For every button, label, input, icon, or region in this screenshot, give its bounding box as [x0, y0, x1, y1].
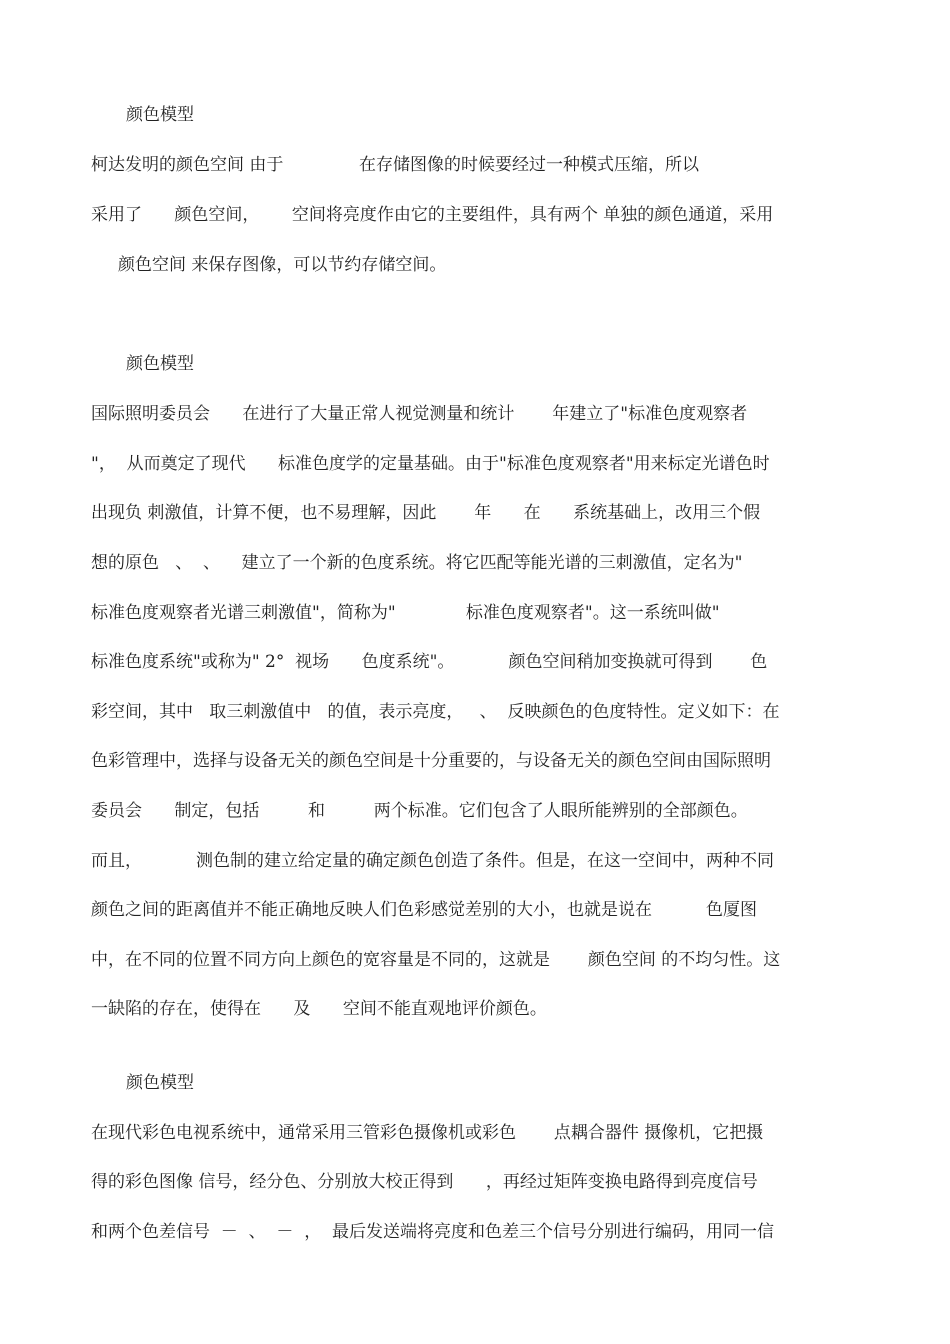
section-2-line-10: 而且， 测色制的建立给定量的确定颜色创造了条件。但是，在这一空间中，两种不同	[91, 851, 775, 871]
section-2-line-6: 标准色度系统"或称为" 2° 视场 色度系统"。 颜色空间稍加变换就可得到 色	[91, 652, 768, 672]
section-2-line-4: 想的原色 、 、 建立了一个新的色度系统。将它匹配等能光谱的三刺激值，定名为"	[91, 553, 743, 573]
section-2-line-2: "， 从而奠定了现代 标准色度学的定量基础。由于"标准色度观察者"用来标定光谱色时	[91, 454, 770, 474]
section-2-line-11: 颜色之间的距离值并不能正确地反映人们色彩感觉差别的大小，也就是说在 色厦图	[91, 900, 758, 920]
section-1-line-3: 颜色空间 来保存图像，可以节约存储空间。	[91, 255, 447, 275]
section-1-line-1: 柯达发明的颜色空间 由于 在存储图像的时候要经过一种模式压缩，所以	[91, 155, 700, 175]
section-2-line-3: 出现负 刺激值，计算不便，也不易理解，因此 年 在 系统基础上，改用三个假	[91, 503, 761, 523]
section-2-heading: 颜色模型	[126, 354, 194, 374]
section-2-line-7: 彩空间，其中 取三刺激值中 的值，表示亮度， 、 反映颜色的色度特性。定义如下：在	[91, 702, 780, 722]
section-2-line-9: 委员会 制定，包括 和 两个标准。它们包含了人眼所能辨别的全部颜色。	[91, 801, 748, 821]
section-2-line-8: 色彩管理中，选择与设备无关的颜色空间是十分重要的，与设备无关的颜色空间由国际照明	[91, 751, 771, 771]
section-2-line-12: 中，在不同的位置不同方向上颜色的宽容量是不同的，这就是 颜色空间 的不均匀性。这	[91, 950, 781, 970]
section-2-line-1: 国际照明委员会 在进行了大量正常人视觉测量和统计 年建立了"标准色度观察者	[91, 404, 748, 424]
section-3-line-1: 在现代彩色电视系统中，通常采用三管彩色摄像机或彩色 点耦合器件 摄像机，它把摄	[91, 1123, 764, 1143]
section-2-line-13: 一缺陷的存在，使得在 及 空间不能直观地评价颜色。	[91, 999, 547, 1019]
section-3-line-3: 和两个色差信号 － 、 － ， 最后发送端将亮度和色差三个信号分别进行编码，用同一信	[91, 1222, 775, 1242]
section-2-line-5: 标准色度观察者光谱三刺激值"，简称为" 标准色度观察者"。这一系统叫做"	[91, 603, 720, 623]
section-3-heading: 颜色模型	[126, 1073, 194, 1093]
section-1-line-2: 采用了 颜色空间， 空间将亮度作由它的主要组件，具有两个 单独的颜色通道，采用	[91, 205, 774, 225]
section-1-heading: 颜色模型	[126, 105, 194, 125]
section-3-line-2: 得的彩色图像 信号，经分色、分别放大校正得到 ，再经过矩阵变换电路得到亮度信号	[91, 1172, 758, 1192]
